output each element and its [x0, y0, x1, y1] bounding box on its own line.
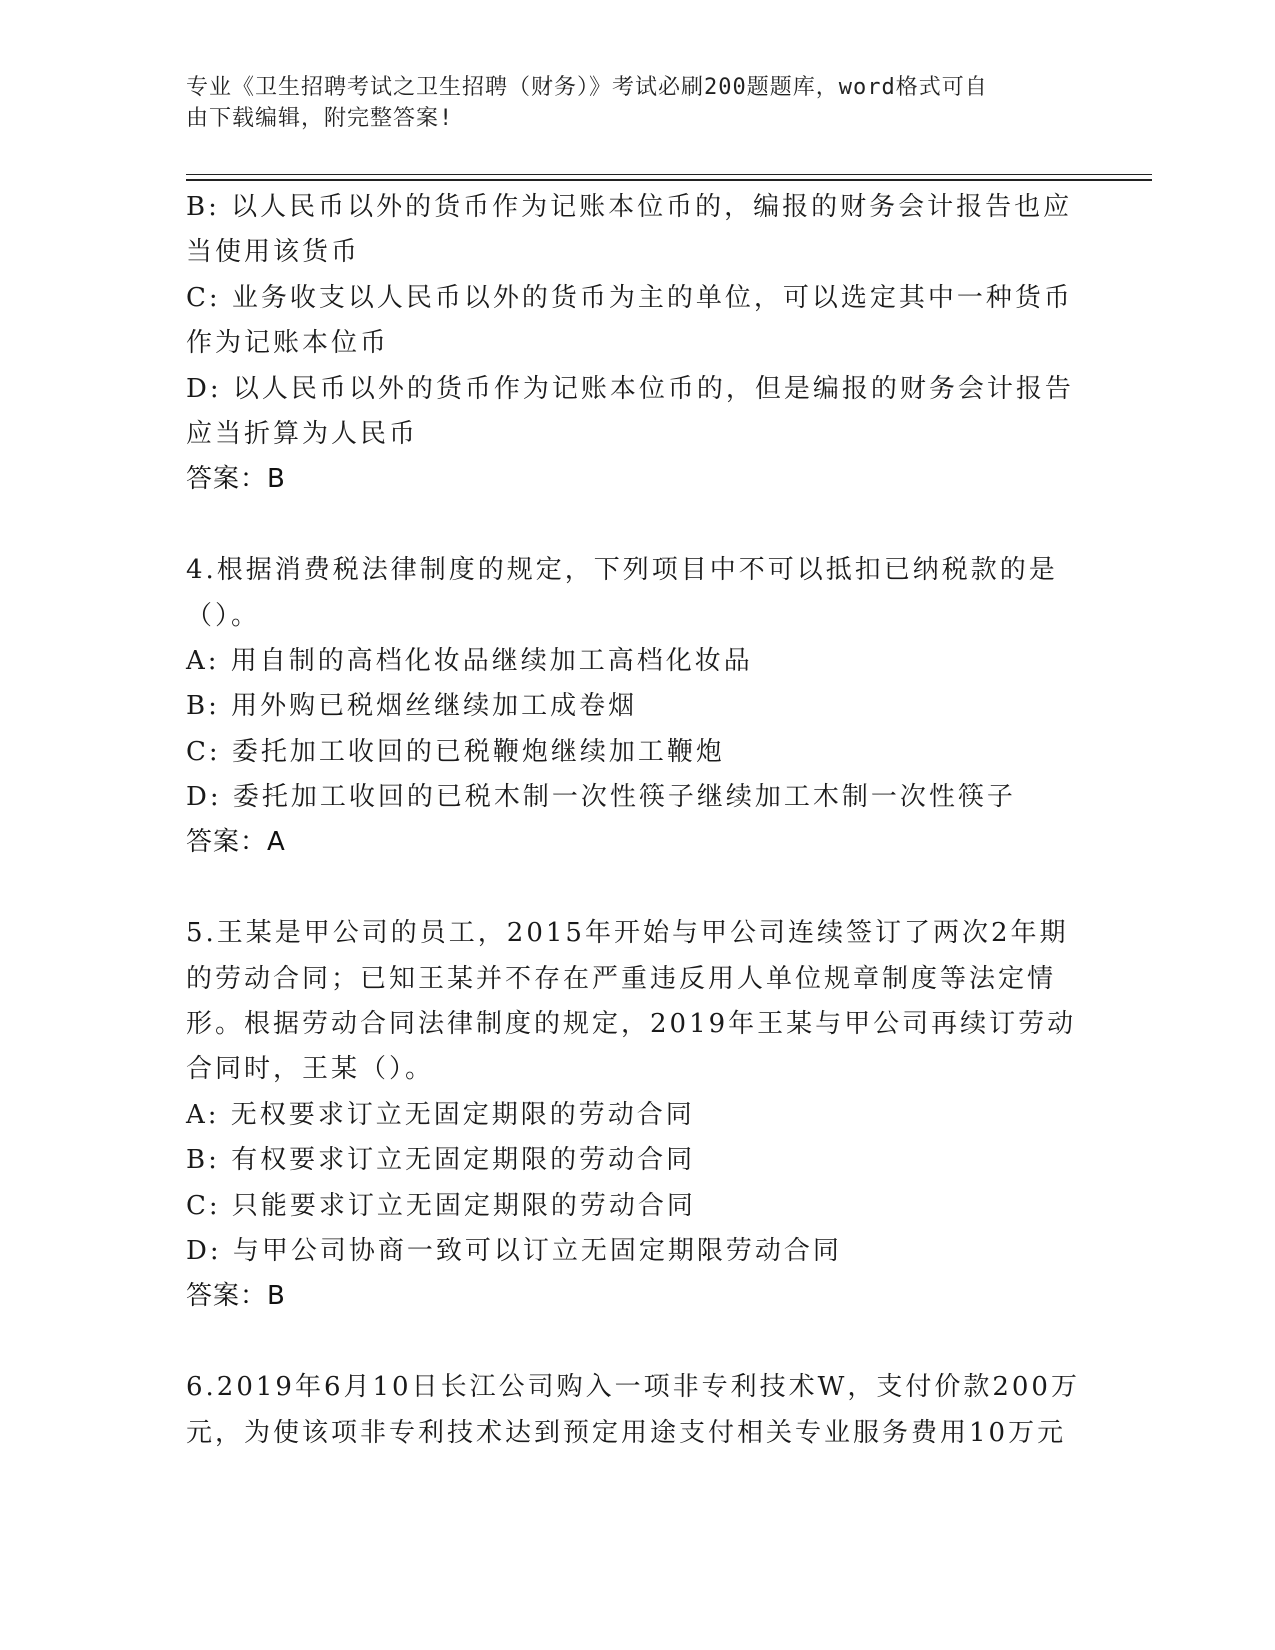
header-line-2: 由下载编辑，附完整答案! [186, 106, 454, 131]
q5-option-a: A: 无权要求订立无固定期限的劳动合同 [186, 1099, 695, 1130]
q6-stem-cont: 元，为使该项非专利技术达到预定用途支付相关专业服务费用10万元 [186, 1417, 1067, 1448]
q3-answer: 答案：B [186, 464, 286, 495]
spacer [186, 866, 1066, 911]
q3-option-b-cont: 当使用该货币 [186, 237, 361, 268]
question-4 [186, 548, 1066, 866]
question-3-continued [186, 185, 1074, 503]
spacer [186, 1320, 1066, 1365]
q4-option-c: C: 委托加工收回的已税鞭炮继续加工鞭炮 [186, 736, 725, 767]
q5-option-c: C: 只能要求订立无固定期限的劳动合同 [186, 1190, 696, 1221]
q4-stem: 4.根据消费税法律制度的规定，下列项目中不可以抵扣已纳税款的是 [186, 555, 1058, 586]
q3-option-d-cont: 应当折算为人民币 [186, 418, 419, 449]
q3-option-b: B: 以人民币以外的货币作为记账本位币的，编报的财务会计报告也应 [186, 192, 1073, 222]
q5-stem-cont-1: 的劳动合同；已知王某并不存在严重违反用人单位规章制度等法定情 [186, 963, 1057, 994]
q4-option-a: A: 用自制的高档化妆品继续加工高档化妆品 [186, 645, 753, 676]
q4-option-b: B: 用外购已税烟丝继续加工成卷烟 [186, 691, 638, 722]
q3-option-d: D: 以人民币以外的货币作为记账本位币的，但是编报的财务会计报告 [186, 373, 1074, 404]
header-line-1: 专业《卫生招聘考试之卫生招聘（财务）》考试必刷200题题库，word格式可自 [186, 75, 988, 100]
spacer [186, 503, 1066, 548]
q3-option-c: C: 业务收支以人民币以外的货币为主的单位，可以选定其中一种货币 [186, 282, 1073, 313]
question-5 [186, 911, 1077, 1320]
document-header [186, 72, 1066, 134]
document-body [186, 185, 1080, 1456]
question-6 [186, 1365, 1080, 1456]
q4-option-d: D: 委托加工收回的已税木制一次性筷子继续加工木制一次性筷子 [186, 782, 1016, 813]
q3-option-c-cont: 作为记账本位币 [186, 328, 390, 359]
q4-answer: 答案：A [186, 827, 286, 858]
q5-option-b: B: 有权要求订立无固定期限的劳动合同 [186, 1145, 696, 1176]
header-divider-thick [186, 179, 1152, 181]
q5-stem-cont-3: 合同时，王某（）。 [186, 1054, 435, 1085]
q5-option-d: D: 与甲公司协商一致可以订立无固定期限劳动合同 [186, 1235, 842, 1266]
q6-stem: 6.2019年6月10日长江公司购入一项非专利技术W，支付价款200万 [186, 1372, 1080, 1403]
q4-stem-cont: （）。 [186, 600, 261, 631]
q5-stem: 5.王某是甲公司的员工，2015年开始与甲公司连续签订了两次2年期 [186, 918, 1069, 949]
q5-stem-cont-2: 形。根据劳动合同法律制度的规定，2019年王某与甲公司再续订劳动 [186, 1009, 1077, 1040]
q5-answer: 答案：B [186, 1281, 286, 1312]
header-divider-thin [186, 174, 1152, 175]
